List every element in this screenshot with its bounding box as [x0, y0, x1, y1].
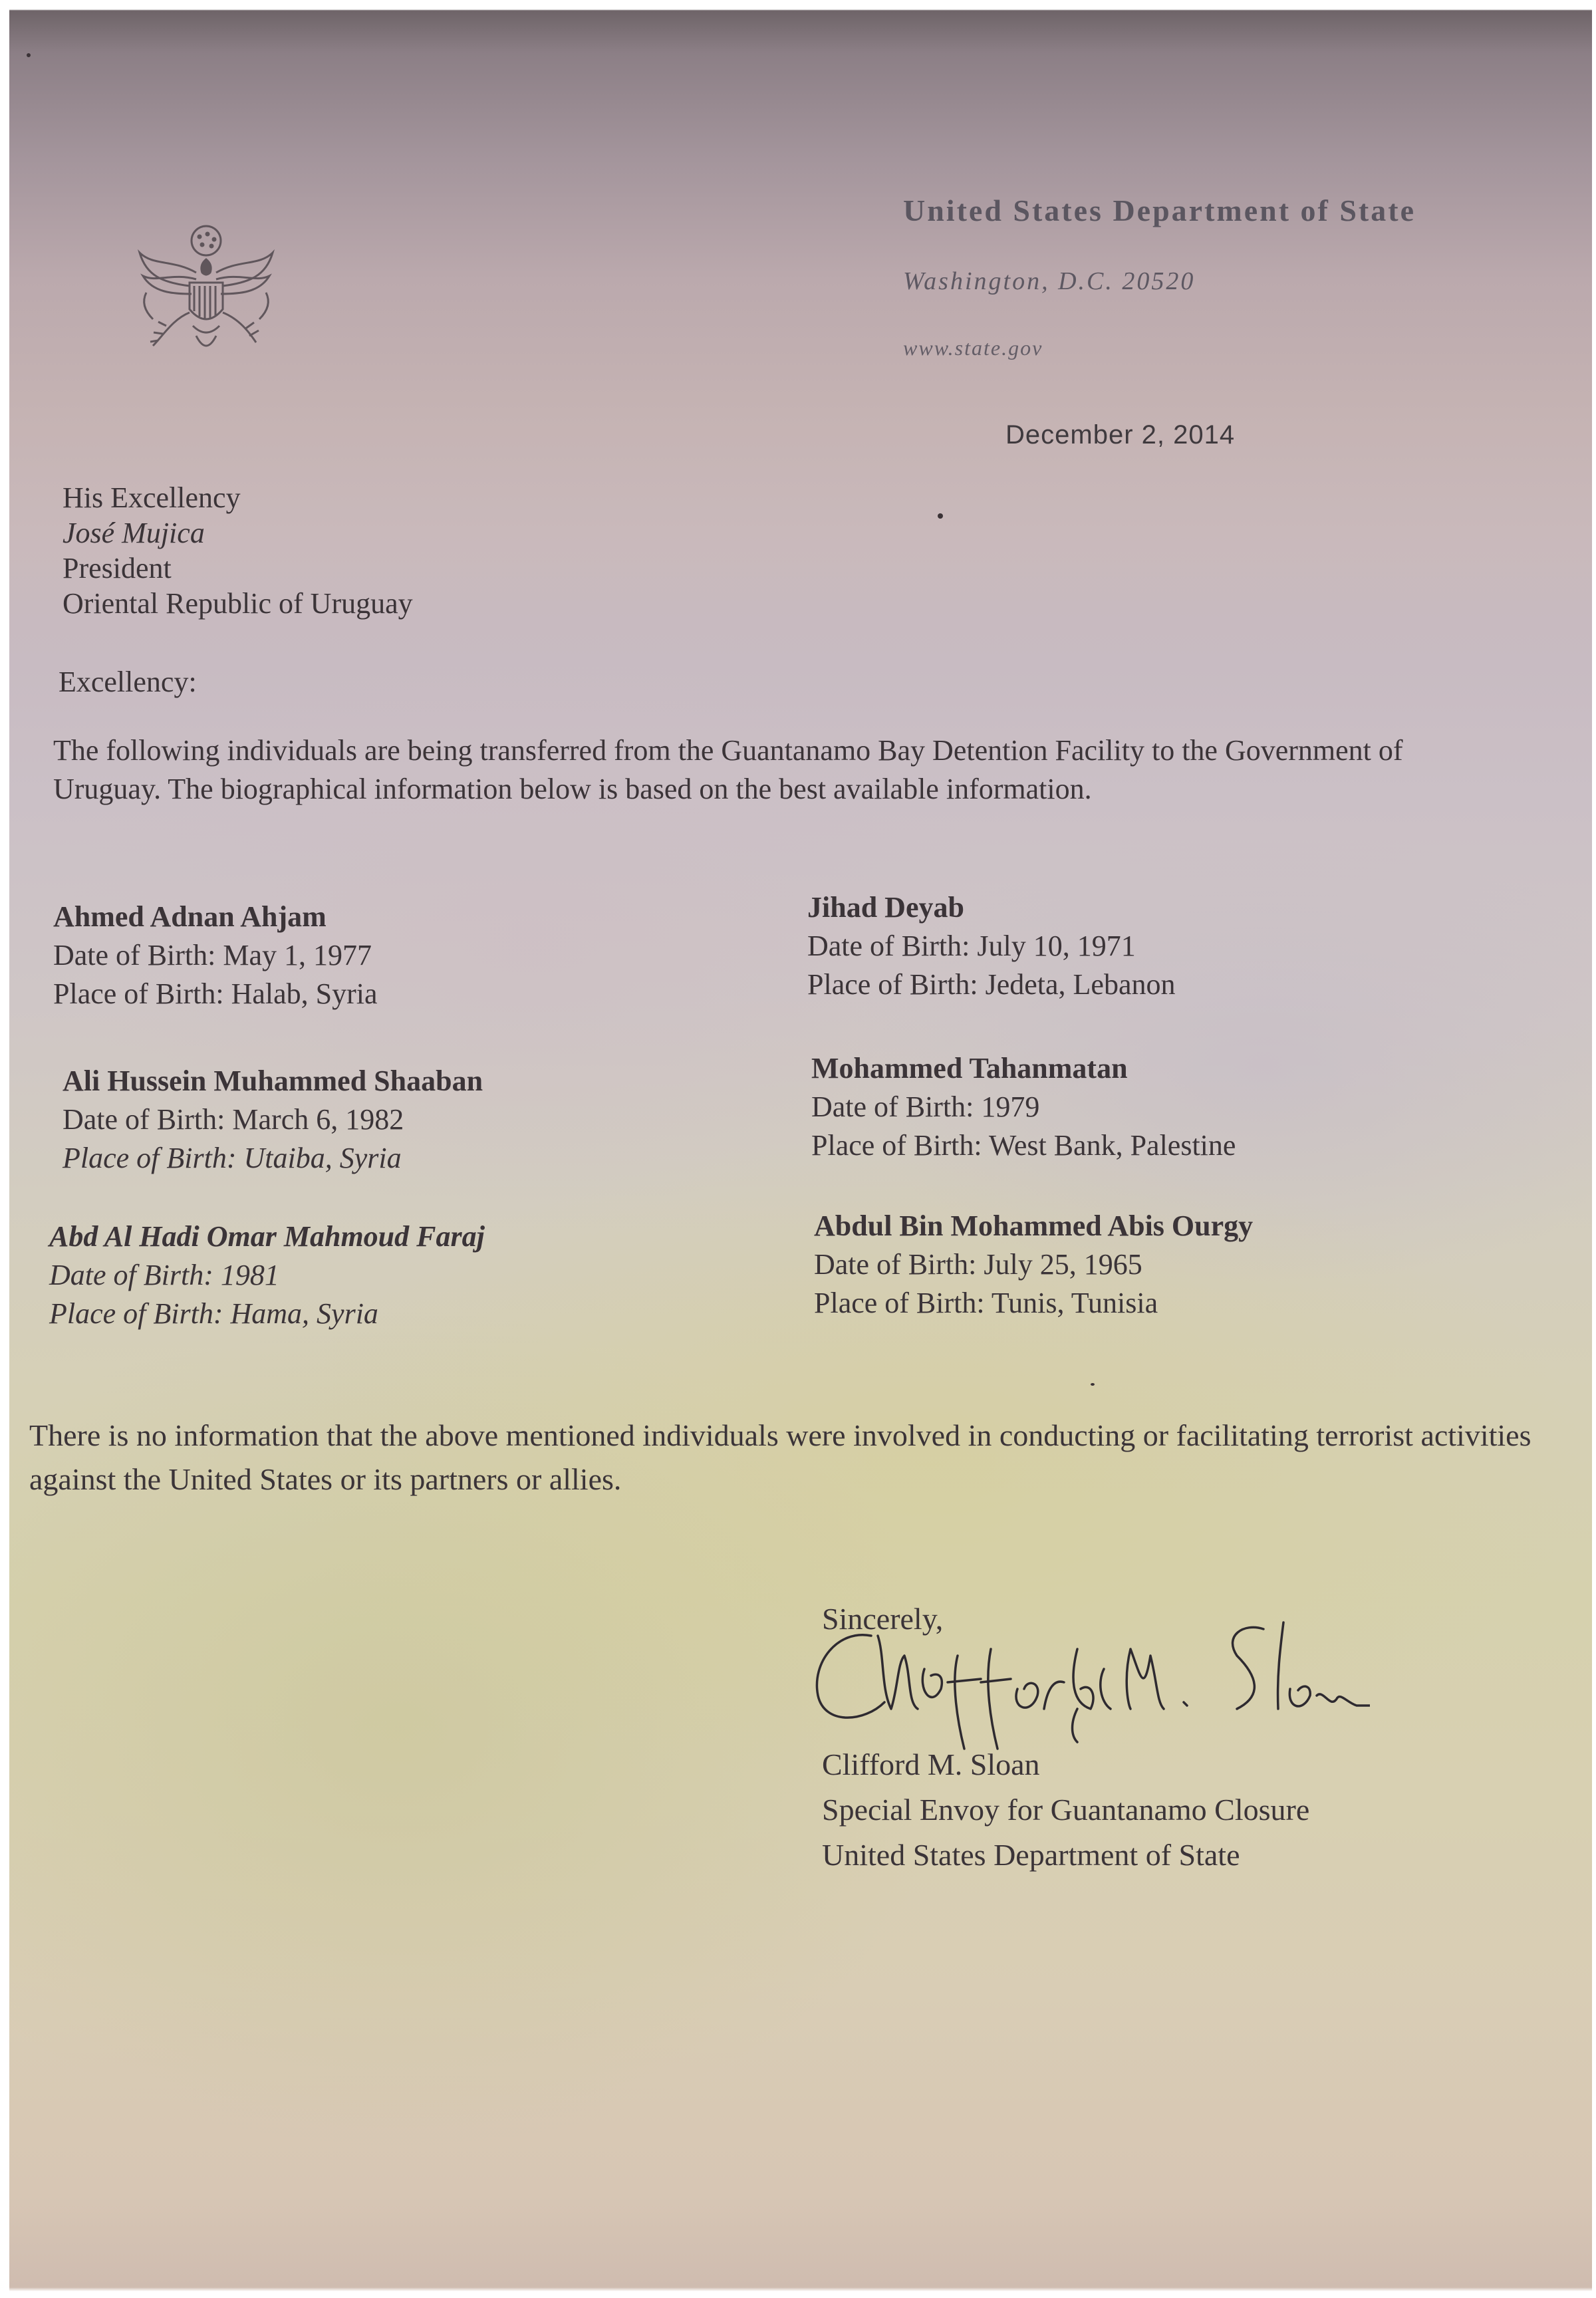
individual-pob: Place of Birth: Halab, Syria [53, 977, 378, 1010]
individual-entry [814, 1207, 1253, 1323]
individual-name: Ahmed Adnan Ahjam [53, 900, 327, 933]
individual-entry [63, 1062, 483, 1178]
individual-entry [49, 1217, 485, 1333]
individual-name: Jihad Deyab [807, 891, 964, 924]
scan-speck [27, 53, 31, 57]
sign-off: Sincerely, [822, 1602, 944, 1636]
letterhead-department: United States Department of State [903, 193, 1416, 227]
recipient-line: His Excellency [63, 481, 241, 514]
individual-pob: Place of Birth: Jedeta, Lebanon [807, 968, 1176, 1001]
letterhead [903, 193, 1416, 360]
intro-paragraph: The following individuals are being transferred from the Guantanamo Bay Detention Facility to the Government of Uruguay. The biographical information below is based on the best available information. [53, 734, 1403, 805]
individual-dob: Date of Birth: 1981 [49, 1259, 279, 1291]
recipient-line: President [63, 552, 172, 584]
signer-title: Special Envoy for Guantanamo Closure [822, 1793, 1310, 1827]
individual-entry [811, 1049, 1236, 1165]
signer-block [822, 1742, 1309, 1878]
individual-entry [807, 888, 1175, 1004]
individual-name: Mohammed Tahanmatan [811, 1052, 1128, 1085]
recipient-line: Oriental Republic of Uruguay [63, 587, 413, 620]
scan-border-right [1592, 0, 1596, 2298]
signer-name: Clifford M. Sloan [822, 1747, 1040, 1781]
individual-pob: Place of Birth: West Bank, Palestine [811, 1129, 1236, 1162]
recipient-block [63, 480, 413, 621]
scan-speck [938, 513, 943, 519]
individual-dob: Date of Birth: May 1, 1977 [53, 939, 372, 971]
great-seal-icon [126, 219, 286, 372]
individual-pob: Place of Birth: Hama, Syria [49, 1297, 378, 1330]
closing-paragraph: There is no information that the above mentioned individuals were involved in conducting or facilitating terrorist activities against the United States or its partners or allies. [29, 1418, 1531, 1496]
letterhead-website: www.state.gov [903, 336, 1043, 360]
signer-organization: United States Department of State [822, 1838, 1240, 1872]
individual-dob: Date of Birth: March 6, 1982 [63, 1103, 404, 1136]
scan-speck [1091, 1383, 1095, 1386]
individual-name: Abdul Bin Mohammed Abis Ourgy [814, 1210, 1254, 1242]
individual-pob: Place of Birth: Utaiba, Syria [63, 1142, 402, 1174]
individual-dob: Date of Birth: July 10, 1971 [807, 930, 1136, 962]
individual-name: Abd Al Hadi Omar Mahmoud Faraj [49, 1220, 485, 1253]
salutation: Excellency: [59, 666, 197, 698]
individual-dob: Date of Birth: 1979 [811, 1090, 1040, 1123]
letterhead-address: Washington, D.C. 20520 [903, 267, 1196, 295]
scan-border-left [0, 0, 9, 2298]
individual-pob: Place of Birth: Tunis, Tunisia [814, 1287, 1158, 1319]
individual-dob: Date of Birth: July 25, 1965 [814, 1248, 1142, 1281]
recipient-line: José Mujica [63, 517, 205, 549]
letter-date: December 2, 2014 [1005, 420, 1236, 449]
individual-entry [53, 898, 378, 1013]
individual-name: Ali Hussein Muhammed Shaaban [63, 1065, 483, 1097]
